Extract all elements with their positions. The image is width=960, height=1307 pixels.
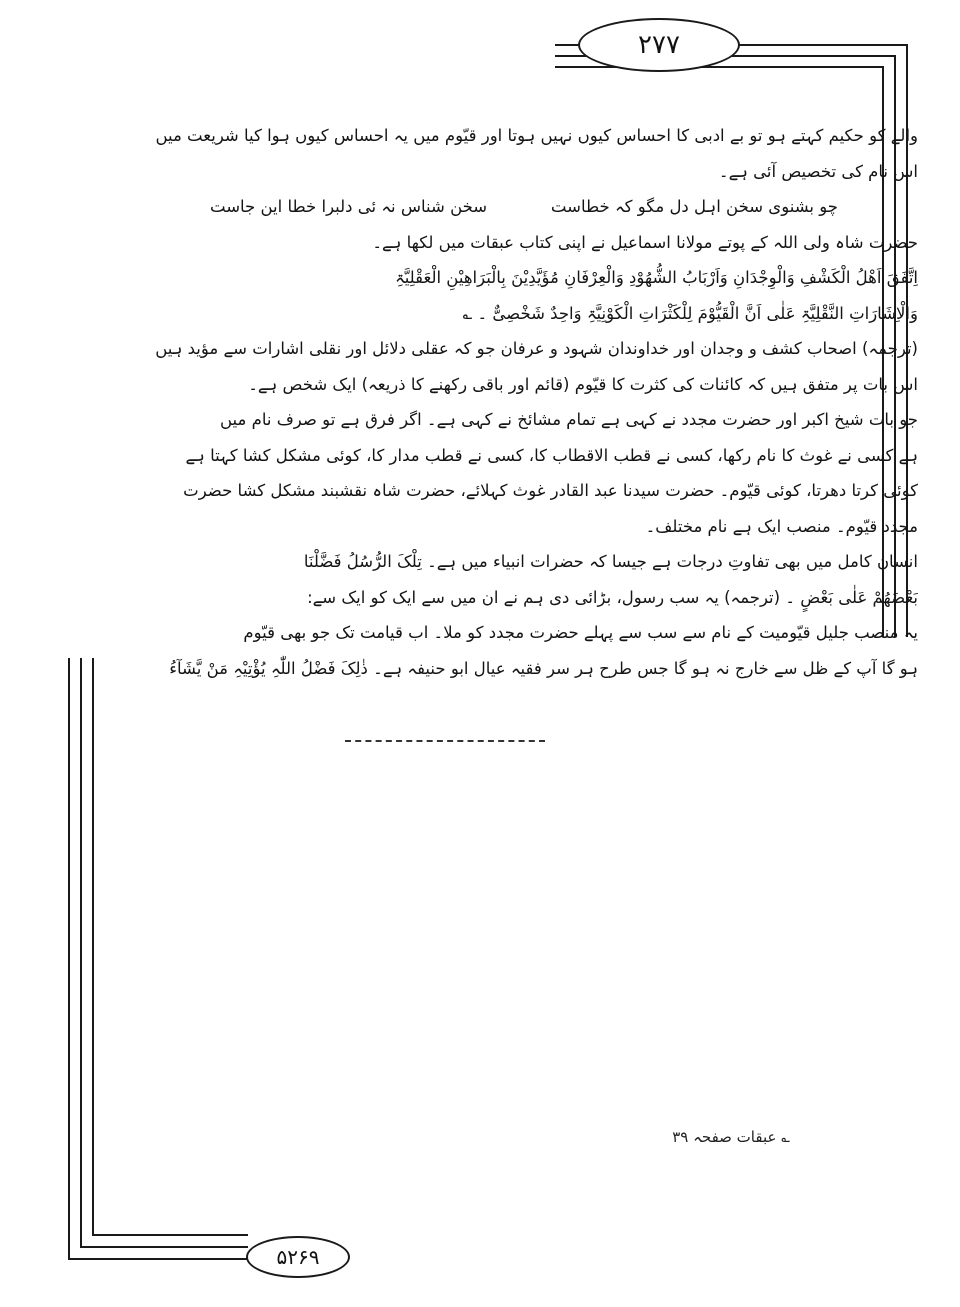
body-line: والے کو حکیم کہتے ہو تو بے ادبی کا احساس کیوں نہیں ہوتا اور قیّوم میں یہ احساس کیوں ہوا کیا شریعت میں	[155, 126, 918, 145]
body-line: کوئی کرتا دھرتا، کوئی قیّوم۔ حضرت سیدنا عبد القادر غوث کہلائے، حضرت شاہ نقشبند مشکل کشا حضرت	[183, 481, 918, 500]
arabic-quote-line: اِتَّفَقَ اَھْلُ الْکَشْفِ وَالْوِجْدَانِ وَاَرْبَابُ الشُّھُوْدِ وَالْعِرْفَانِ مُؤَیَّدِیْنَ بِالْبَرَاھِیْنِ الْعَقْلِیَّۃِ	[395, 268, 918, 287]
verse-first-hemistich: چو بشنوی سخن اہل دل مگو کہ خطاست	[550, 197, 838, 216]
frame-top-line-3	[555, 66, 883, 68]
body-line: جو بات شیخ اکبر اور حضرت مجدد نے کہی ہے تمام مشائخ نے کہی ہے۔ اگر فرق ہے تو صرف نام میں	[220, 410, 918, 429]
arabic-quote-line: وَالْاِشَارَاتِ النَّقْلِیَّۃِ عَلٰی اَنَّ الْقَیُّوْمَ لِلْکَثْرَاتِ الْکَوْنِیَّۃِ وَاحِدٌ شَخْصِیٌّ ۔ ؎	[462, 303, 918, 323]
body-line: حضرت شاہ ولی اللہ کے پوتے مولانا اسماعیل نے اپنی کتاب عبقات میں لکھا ہے۔	[372, 232, 918, 252]
footnote: ؎ عبقات صفحہ ۳۹	[672, 1128, 790, 1146]
body-line: یہ منصب جلیل قیّومیت کے نام سے سب سے پہلے حضرت مجدد کو ملا۔ اب قیامت تک جو بھی قیّوم	[243, 623, 918, 642]
body-line: ہو گا آپ کے ظل سے خارج نہ ہو گا جس طرح ہر سر فقیہ عیال ابو حنیفہ ہے۔ ذٰلِکَ فَضْلُ اللّٰہِ یُؤْتِیْہِ مَنْ یَّشَآءُ	[169, 658, 918, 678]
footer-page-number-oval	[246, 1236, 350, 1278]
translation-line: اس بات پر متفق ہیں کہ کائنات کی کثرت کا قیّوم (قائم اور باقی رکھنے کا ذریعہ) ایک شخص ہے۔	[248, 374, 918, 394]
header-page-number: ۲۷۷	[638, 30, 680, 60]
body-line: انسان کامل میں بھی تفاوتِ درجات ہے جیسا کہ حضرات انبیاء میں ہے۔ تِلْکَ الرُّسُلُ فَضَّلْنَا	[303, 552, 918, 571]
frame-left-line-1	[68, 658, 70, 1258]
translation-line: (ترجمہ) اصحاب کشف و وجدان اور خداوندان شہود و عرفان جو کہ عقلی دلائل اور نقلی اشارات سے مؤید ہیں	[155, 339, 918, 358]
body-line: بَعْضَھُمْ عَلٰی بَعْضٍ ۔ (ترجمہ) یہ سب رسول، بڑائی دی ہم نے ان میں سے ایک کو ایک سے:	[307, 587, 918, 607]
verse-second-hemistich: سخن شناس نہ ئی دلبرا خطا این جاست	[210, 197, 488, 216]
frame-bottom-line-1	[68, 1258, 248, 1260]
body-line: اس نام کی تخصیص آئی ہے۔	[718, 161, 918, 181]
frame-left-line-3	[92, 658, 94, 1234]
frame-bottom-line-3	[92, 1234, 248, 1236]
header-page-number-oval	[578, 18, 740, 72]
persian-verse	[150, 189, 918, 225]
body-line: ہے کسی نے غوث کا نام رکھا، کسی نے قطب الاقطاب کا، کسی نے قطب مدار کا، کوئی مشکل کشا کہتا ہے	[185, 445, 918, 465]
frame-left-line-2	[80, 658, 82, 1246]
frame-bottom-line-2	[80, 1246, 248, 1248]
body-text	[150, 118, 918, 686]
section-separator	[345, 740, 545, 742]
body-line: مجدد قیّوم۔ منصب ایک ہے نام مختلف۔	[645, 516, 918, 536]
footer-page-number: ۵۲۶۹	[276, 1245, 320, 1269]
